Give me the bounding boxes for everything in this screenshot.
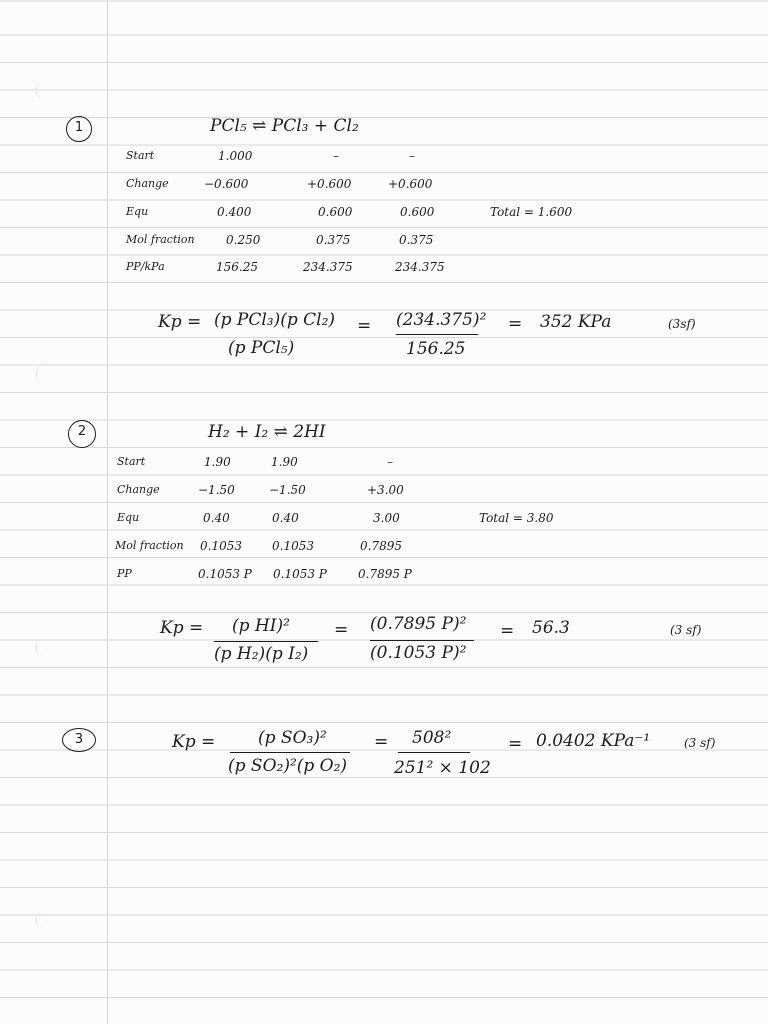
problem-1-row-label: Start — [126, 149, 155, 162]
problem-2-cell: 0.40 — [272, 511, 299, 525]
problem-3-fraction-bar — [398, 752, 470, 753]
problem-1-cell: 0.375 — [316, 233, 351, 247]
problem-2-row-label: PP — [117, 567, 132, 580]
problem-1-sig-figs: (3sf) — [668, 317, 696, 331]
problem-2-cell: 0.1053 — [200, 539, 242, 553]
problem-1-cell: – — [409, 149, 415, 163]
problem-2-value-denominator: (0.1053 P)² — [370, 643, 467, 663]
problem-3-kp-denominator: (p SO₂)²(p O₂) — [228, 756, 348, 776]
problem-1-cell: – — [333, 149, 339, 163]
problem-3-value-denominator: 251² × 102 — [394, 758, 491, 778]
punch-hole-mark — [36, 366, 43, 382]
problem-2-sig-figs: (3 sf) — [670, 623, 702, 637]
problem-1-cell: 0.600 — [318, 205, 353, 219]
problem-1-cell: 0.600 — [400, 205, 435, 219]
problem-2-cell: 0.7895 — [360, 539, 402, 553]
problem-1-cell: 0.250 — [226, 233, 261, 247]
problem-1-fraction-bar — [396, 334, 478, 335]
problem-1-value-numerator: (234.375)² — [396, 310, 487, 330]
problem-3-equals-sign: = — [374, 732, 389, 752]
problem-1-cell: 0.375 — [399, 233, 434, 247]
problem-3-value-numerator: 508² — [412, 728, 452, 748]
problem-1-row-label: Change — [126, 177, 169, 190]
problem-2-row-label: Equ — [117, 511, 140, 524]
problem-2-cell: 0.7895 P — [358, 567, 412, 581]
problem-2-row-label: Change — [117, 483, 160, 496]
punch-hole-mark — [36, 912, 43, 928]
problem-1-equals-sign: = — [357, 316, 372, 336]
problem-1-cell: 234.375 — [395, 260, 445, 274]
problem-1-kp-lhs: Kp = — [158, 312, 202, 332]
problem-1-cell: −0.600 — [204, 177, 249, 191]
problem-2-cell: 0.1053 — [272, 539, 314, 553]
problem-2-cell: 0.40 — [203, 511, 230, 525]
problem-2-cell: 1.90 — [204, 455, 231, 469]
problem-2-cell: 0.1053 P — [273, 567, 327, 581]
problem-1-number: 1 — [66, 116, 92, 142]
problem-1-cell: 156.25 — [216, 260, 258, 274]
problem-2-result: 56.3 — [532, 618, 570, 638]
problem-1-value-denominator: 156.25 — [406, 339, 466, 359]
problem-2-equals-sign: = — [500, 621, 515, 641]
problem-2-kp-denominator: (p H₂)(p I₂) — [214, 644, 309, 664]
problem-1-equals-sign: = — [508, 314, 523, 334]
problem-1-total: Total = 1.600 — [490, 205, 573, 219]
problem-1-kp-denominator: (p PCl₅) — [228, 338, 295, 358]
problem-1-row-label: Equ — [126, 205, 149, 218]
punch-hole-mark — [36, 640, 43, 656]
problem-2-cell: −1.50 — [198, 483, 235, 497]
problem-2-equals-sign: = — [334, 620, 349, 640]
problem-1-cell: +0.600 — [388, 177, 433, 191]
problem-1-row-label: PP/kPa — [126, 260, 165, 273]
problem-2-cell: 1.90 — [271, 455, 298, 469]
punch-hole-mark — [36, 82, 43, 98]
problem-2-cell: – — [387, 455, 393, 469]
problem-2-cell: +3.00 — [367, 483, 404, 497]
problem-3-result: 0.0402 KPa⁻¹ — [536, 731, 651, 751]
problem-1-cell: +0.600 — [307, 177, 352, 191]
problem-2-cell: 3.00 — [373, 511, 400, 525]
problem-2-kp-lhs: Kp = — [160, 618, 204, 638]
problem-1-kp-numerator: (p PCl₃)(p Cl₂) — [214, 310, 336, 330]
problem-1-cell: 234.375 — [303, 260, 353, 274]
problem-1-result: 352 KPa — [540, 312, 612, 332]
problem-3-equals-sign: = — [508, 734, 523, 754]
problem-1-reaction: PCl₅ ⇌ PCl₃ + Cl₂ — [210, 116, 359, 136]
problem-3-kp-numerator: (p SO₃)² — [258, 728, 327, 748]
problem-1-row-label: Mol fraction — [126, 233, 195, 246]
problem-2-fraction-bar — [370, 640, 474, 641]
problem-3-kp-lhs: Kp = — [172, 732, 216, 752]
problem-2-kp-numerator: (p HI)² — [232, 616, 290, 636]
problem-2-row-label: Start — [117, 455, 146, 468]
problem-2-number: 2 — [68, 420, 96, 448]
problem-3-kp-fraction-bar — [230, 752, 350, 753]
problem-2-row-label: Mol fraction — [115, 539, 184, 552]
problem-3-number: 3 — [62, 728, 96, 752]
problem-2-kp-fraction-bar — [214, 641, 318, 642]
problem-2-cell: 0.1053 P — [198, 567, 252, 581]
problem-1-cell: 0.400 — [217, 205, 252, 219]
margin-line — [107, 0, 108, 1024]
problem-2-cell: −1.50 — [269, 483, 306, 497]
problem-2-value-numerator: (0.7895 P)² — [370, 614, 467, 634]
problem-2-total: Total = 3.80 — [479, 511, 554, 525]
problem-1-cell: 1.000 — [218, 149, 253, 163]
problem-3-sig-figs: (3 sf) — [684, 736, 716, 750]
problem-2-reaction: H₂ + I₂ ⇌ 2HI — [208, 422, 326, 442]
